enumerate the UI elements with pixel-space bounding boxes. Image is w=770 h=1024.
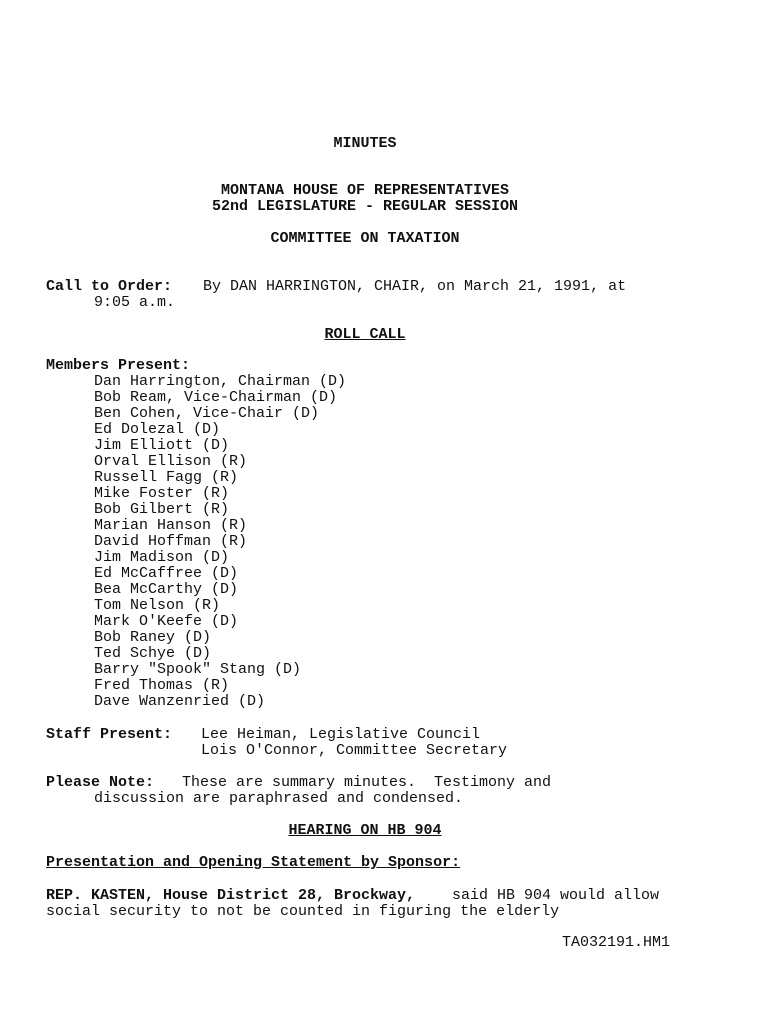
please-note-label: Please Note: <box>46 774 155 791</box>
member-item: Tom Nelson (R) <box>94 597 221 614</box>
sponsor-label: REP. KASTEN, House District 28, Brockway, <box>46 887 416 904</box>
members-list <box>94 374 346 710</box>
org-line-1: MONTANA HOUSE OF REPRESENTATIVES <box>220 182 510 199</box>
call-to-order-label: Call to Order: <box>46 278 173 295</box>
member-item: Ed McCaffree (D) <box>94 565 239 582</box>
member-item: Barry "Spook" Stang (D) <box>94 661 302 678</box>
please-note-text-1: These are summary minutes. Testimony and <box>182 774 552 791</box>
call-to-order-text-1: By DAN HARRINGTON, CHAIR, on March 21, 1991, at <box>203 278 627 295</box>
member-item: Marian Hanson (R) <box>94 517 248 534</box>
member-item: Jim Elliott (D) <box>94 437 230 454</box>
please-note-text-2: discussion are paraphrased and condensed. <box>94 790 464 807</box>
member-item: Orval Ellison (R) <box>94 453 248 470</box>
member-item: Mark O'Keefe (D) <box>94 613 239 630</box>
org-line-2: 52nd LEGISLATURE - REGULAR SESSION <box>211 198 519 215</box>
document-id: TA032191.HM1 <box>562 934 671 951</box>
member-item: Bob Gilbert (R) <box>94 501 230 518</box>
member-item: Russell Fagg (R) <box>94 469 239 486</box>
sponsor-text-1: said HB 904 would allow <box>452 887 660 904</box>
member-item: Ed Dolezal (D) <box>94 421 221 438</box>
member-item: Dan Harrington, Chairman (D) <box>94 373 347 390</box>
member-item: Fred Thomas (R) <box>94 677 230 694</box>
member-item: Ben Cohen, Vice-Chair (D) <box>94 405 320 422</box>
sponsor-text-2: social security to not be counted in figuring the elderly <box>46 903 560 920</box>
members-present-label: Members Present: <box>46 357 191 374</box>
member-item: Bob Raney (D) <box>94 629 212 646</box>
member-item: Mike Foster (R) <box>94 485 230 502</box>
member-item: Bob Ream, Vice-Chairman (D) <box>94 389 338 406</box>
staff-line-1: Lee Heiman, Legislative Council <box>201 726 481 743</box>
hearing-heading: HEARING ON HB 904 <box>288 822 442 839</box>
staff-present-label: Staff Present: <box>46 726 173 743</box>
member-item: Ted Schye (D) <box>94 645 212 662</box>
member-item: Bea McCarthy (D) <box>94 581 239 598</box>
member-item: Dave Wanzenried (D) <box>94 693 266 710</box>
section-heading: Presentation and Opening Statement by Sponsor: <box>46 854 461 871</box>
committee-name: COMMITTEE ON TAXATION <box>270 230 460 247</box>
document-title: MINUTES <box>333 135 397 152</box>
member-item: Jim Madison (D) <box>94 549 230 566</box>
call-to-order-text-2: 9:05 a.m. <box>94 294 176 311</box>
staff-line-2: Lois O'Connor, Committee Secretary <box>201 742 508 759</box>
member-item: David Hoffman (R) <box>94 533 248 550</box>
roll-call-heading: ROLL CALL <box>324 326 406 343</box>
